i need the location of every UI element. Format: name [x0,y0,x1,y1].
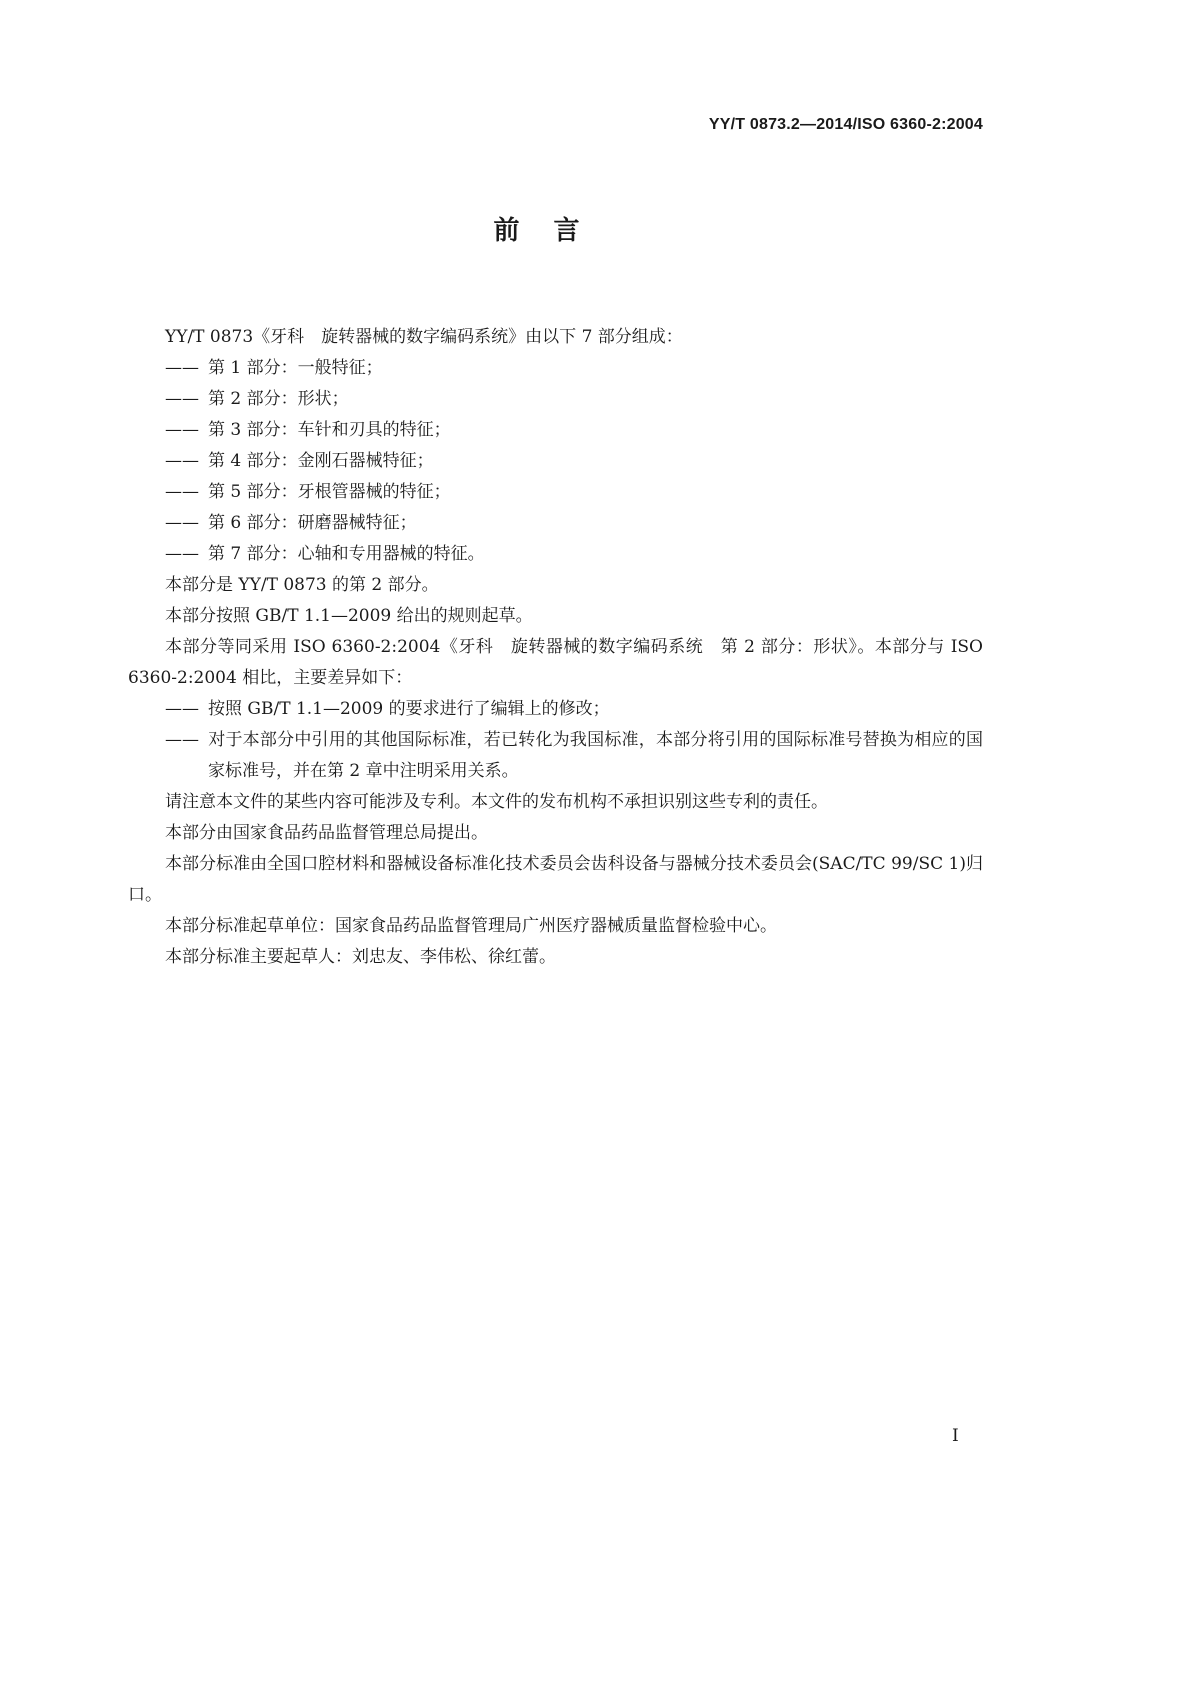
paragraph-text: 本部分由国家食品药品监督管理总局提出。 [165,823,488,843]
paragraph-text: 本部分标准由全国口腔材料和器械设备标准化技术委员会齿科设备与器械分技术委员会(SAC/TC 99/SC 1)归口。 [128,854,983,905]
dash-list-item [165,353,983,384]
paragraph [128,601,983,632]
paragraph-text: 本部分标准主要起草人：刘忠友、李伟松、徐红蕾。 [165,947,556,967]
dash-marker: —— [165,482,199,502]
paragraph [128,570,983,601]
dash-marker: —— [165,451,199,471]
paragraph-text: 本部分按照 GB/T 1.1—2009 给出的规则起草。 [165,606,533,626]
paragraph [128,911,983,942]
paragraph [128,942,983,973]
paragraph-text: 第 7 部分：心轴和专用器械的特征。 [208,544,485,564]
dash-marker: —— [165,513,199,533]
foreword-body [128,322,983,973]
dash-marker: —— [165,730,199,750]
dash-list-item [165,384,983,415]
paragraph [128,632,983,694]
paragraph-text: 本部分是 YY/T 0873 的第 2 部分。 [165,575,439,595]
paragraph-text: 按照 GB/T 1.1—2009 的要求进行了编辑上的修改； [208,699,610,719]
dash-list-item [165,539,983,570]
paragraph-text: 第 6 部分：研磨器械特征； [208,513,417,533]
paragraph-text: 对于本部分中引用的其他国际标准，若已转化为我国标准，本部分将引用的国际标准号替换为相应的国家标准号，并在第 2 章中注明采用关系。 [208,730,983,781]
paragraph-text: YY/T 0873《牙科 旋转器械的数字编码系统》由以下 7 部分组成： [165,327,683,347]
paragraph-text: 本部分标准起草单位：国家食品药品监督管理局广州医疗器械质量监督检验中心。 [165,916,777,936]
paragraph-text: 第 2 部分：形状； [208,389,349,409]
dash-marker: —— [165,358,199,378]
dash-list-item [165,725,983,787]
dash-list-item [165,508,983,539]
paragraph [128,818,983,849]
page-title: 前言 [493,216,614,246]
paragraph-text: 第 1 部分：一般特征； [208,358,383,378]
standard-code-header: YY/T 0873.2—2014/ISO 6360-2:2004 [708,116,983,133]
paragraph-text: 请注意本文件的某些内容可能涉及专利。本文件的发布机构不承担识别这些专利的责任。 [165,792,828,812]
dash-marker: —— [165,420,199,440]
paragraph-text: 第 5 部分：牙根管器械的特征； [208,482,451,502]
dash-list-item [165,446,983,477]
paragraph-text: 本部分等同采用 ISO 6360-2:2004《牙科 旋转器械的数字编码系统 第 2 部分：形状》。本部分与 ISO 6360-2:2004 相比，主要差异如下： [128,637,983,688]
dash-list-item [165,477,983,508]
paragraph [128,849,983,911]
paragraph-text: 第 3 部分：车针和刃具的特征； [208,420,451,440]
dash-marker: —— [165,544,199,564]
dash-list-item [165,694,983,725]
dash-marker: —— [165,389,199,409]
dash-marker: —— [165,699,199,719]
paragraph [128,787,983,818]
paragraph-text: 第 4 部分：金刚石器械特征； [208,451,434,471]
dash-list-item [165,415,983,446]
paragraph [128,322,983,353]
page-number: I [952,1426,959,1446]
